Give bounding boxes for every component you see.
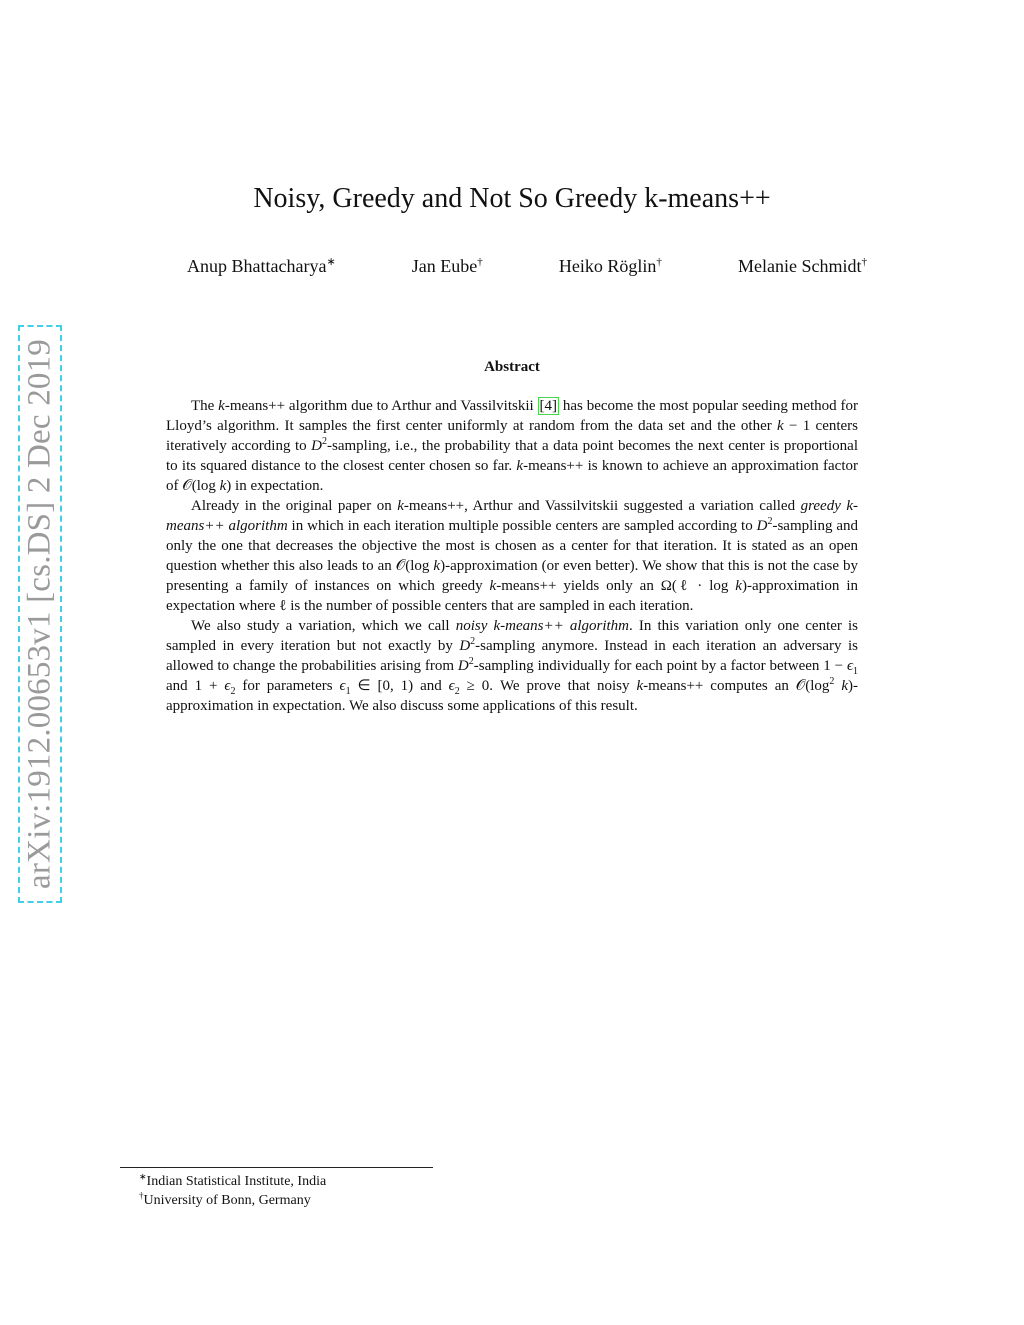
footnote: ∗Indian Statistical Institute, India bbox=[139, 1171, 327, 1189]
author: Heiko Röglin† bbox=[558, 256, 662, 276]
abstract-paragraph: We also study a variation, which we call noisy k-means++ algorithm. In this variation only one center is sampled in every iteration but not exactly by $D^2$-sampling anymore. Instead in each iteration an adversary is allowed to change the probabilities arising from $D^2$-sampling individually for each point by a factor between $1 - \epsilon_1$ and $1 + \epsilon_2$ for parameters $\epsilon_1$ ∈ [0, 1) and $\epsilon_2 \ge 0$. We prove that noisy k-means++ computes an $𝒪(\log^2$ k)-approximation in expectation. We also discuss some applications of this result. bbox=[166, 618, 859, 714]
citation-link[interactable]: [4] bbox=[539, 398, 558, 414]
author: Melanie Schmidt† bbox=[737, 256, 867, 276]
abstract-body bbox=[166, 396, 858, 716]
footnote-divider bbox=[120, 1167, 433, 1168]
author-list bbox=[187, 256, 867, 277]
abstract-paragraph: The k-means++ algorithm due to Arthur and Vassilvitskii [4] has become the most popular seeding method for Lloyd’s algorithm. It samples the first center uniformly at random from the data set and the other k − 1 centers iteratively according to $D^2$-sampling, i.e., the probability that a data point becomes the next center is proportional to its squared distance to the closest center chosen so far. k-means++ is known to achieve an approximation factor of 𝒪(log k) in expectation. bbox=[166, 398, 859, 494]
footnotes bbox=[139, 1172, 326, 1210]
abstract-paragraph: Already in the original paper on k-means++, Arthur and Vassilvitskii suggested a variation called greedy k-means++ algorithm in which in each iteration multiple possible centers are sampled according to $D^2$-sampling and only the one that decreases the objective the most is chosen as a center for that iteration. It is stated as an open question whether this also leads to an 𝒪(log k)-approximation (or even better). We show that this is not the case by presenting a family of instances on which greedy k-means++ yields only an Ω(ℓ · log k)-approximation in expectation where ℓ is the number of possible centers that are sampled in each iteration. bbox=[166, 498, 859, 614]
author: Jan Eube† bbox=[411, 256, 483, 276]
arxiv-stamp bbox=[18, 325, 62, 903]
footnote: †University of Bonn, Germany bbox=[139, 1190, 311, 1208]
abstract-heading: Abstract bbox=[484, 359, 540, 375]
arxiv-identifier: arXiv:1912.00653v1 [cs.DS] 2 Dec 2019 bbox=[21, 339, 58, 889]
author: Anup Bhattacharya∗ bbox=[187, 256, 336, 276]
paper-title: Noisy, Greedy and Not So Greedy k-means++ bbox=[253, 183, 771, 214]
